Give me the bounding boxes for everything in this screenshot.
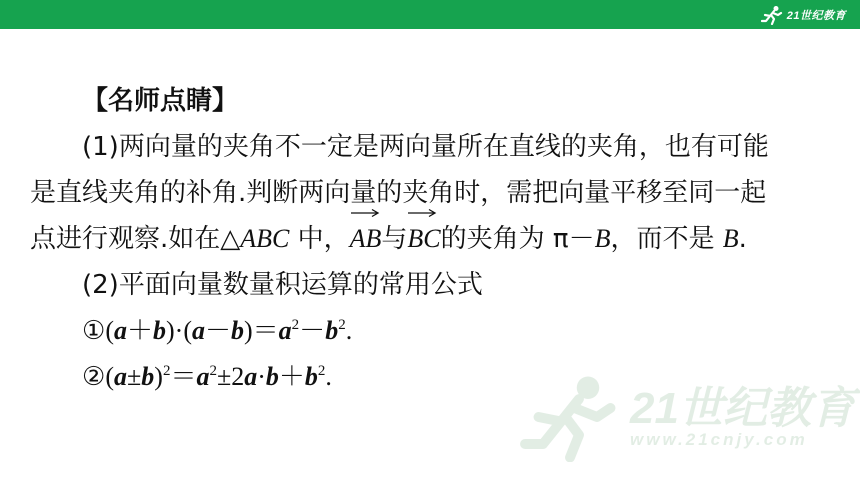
- watermark: [520, 372, 855, 466]
- exponent: 2: [162, 363, 171, 379]
- circled-number: ①: [82, 316, 106, 346]
- vector-a: a: [244, 362, 258, 391]
- text: 中，: [289, 224, 350, 254]
- text: 点进行观察.如在△: [30, 224, 241, 254]
- operator: ±: [126, 362, 142, 391]
- exponent: 2: [209, 363, 217, 379]
- operator: ±2: [216, 362, 245, 391]
- logo-text: 21世纪教育: [786, 10, 846, 22]
- vector-b: b: [231, 316, 244, 345]
- site-logo: [761, 4, 846, 26]
- runner-icon: [520, 372, 620, 462]
- paragraph-1-line-1: (1)两向量的夹角不一定是两向量所在直线的夹角，也有可能: [82, 132, 769, 162]
- paren: ): [154, 362, 163, 391]
- vector-ab: [350, 216, 382, 262]
- exponent: 2: [317, 363, 326, 379]
- angle-b: B: [722, 224, 739, 253]
- angle-b: B: [594, 224, 611, 253]
- vector-ab-label: AB: [349, 224, 382, 253]
- text: .: [738, 224, 747, 254]
- section-heading: 【名师点睛】: [82, 86, 239, 116]
- paragraph-2-title: (2)平面向量数量积运算的常用公式: [82, 270, 483, 300]
- vector-bc: [407, 216, 440, 262]
- vector-b: b: [141, 362, 155, 391]
- watermark-url: www.21cnjy.com: [630, 430, 808, 449]
- header-bar: [0, 0, 860, 29]
- text: 与: [381, 224, 408, 254]
- vector-bc-label: BC: [407, 224, 441, 253]
- vector-arrow-icon: [407, 208, 437, 218]
- vector-a: a: [191, 316, 205, 345]
- exponent: 2: [291, 317, 300, 333]
- circled-number: ②: [82, 362, 106, 392]
- period: .: [325, 362, 332, 391]
- operator: ＝: [170, 362, 197, 392]
- operator: －: [299, 316, 326, 346]
- paragraph-1-line-3: [30, 216, 835, 262]
- text: 的夹角为 π－: [440, 224, 595, 254]
- paren: (: [105, 362, 114, 391]
- watermark-text: 21世纪教育: [630, 384, 855, 433]
- paren: (: [105, 316, 114, 345]
- formula-1: [30, 308, 835, 354]
- vector-a: a: [113, 362, 127, 391]
- operator: ·: [257, 362, 266, 391]
- vector-b: b: [325, 316, 339, 345]
- vector-a: a: [196, 362, 210, 391]
- vector-b: b: [153, 316, 166, 345]
- paragraph-1-line-2: 是直线夹角的补角.判断两向量的夹角时，需把向量平移至同一起: [30, 178, 767, 208]
- runner-icon: [761, 5, 783, 25]
- operator: ＋: [126, 316, 153, 346]
- document-body: [30, 78, 835, 400]
- vector-b: b: [304, 362, 318, 391]
- operator: )·(: [166, 316, 192, 345]
- operator: ＋: [278, 362, 305, 392]
- period: .: [345, 316, 353, 345]
- operator: )＝: [244, 316, 279, 345]
- exponent: 2: [338, 317, 346, 333]
- text: ，而不是: [610, 224, 723, 254]
- vector-a: a: [113, 316, 127, 345]
- operator: －: [204, 316, 231, 346]
- vector-a: a: [278, 316, 292, 345]
- triangle-label: ABC: [240, 224, 290, 253]
- vector-b: b: [265, 362, 279, 391]
- vector-arrow-icon: [350, 208, 380, 218]
